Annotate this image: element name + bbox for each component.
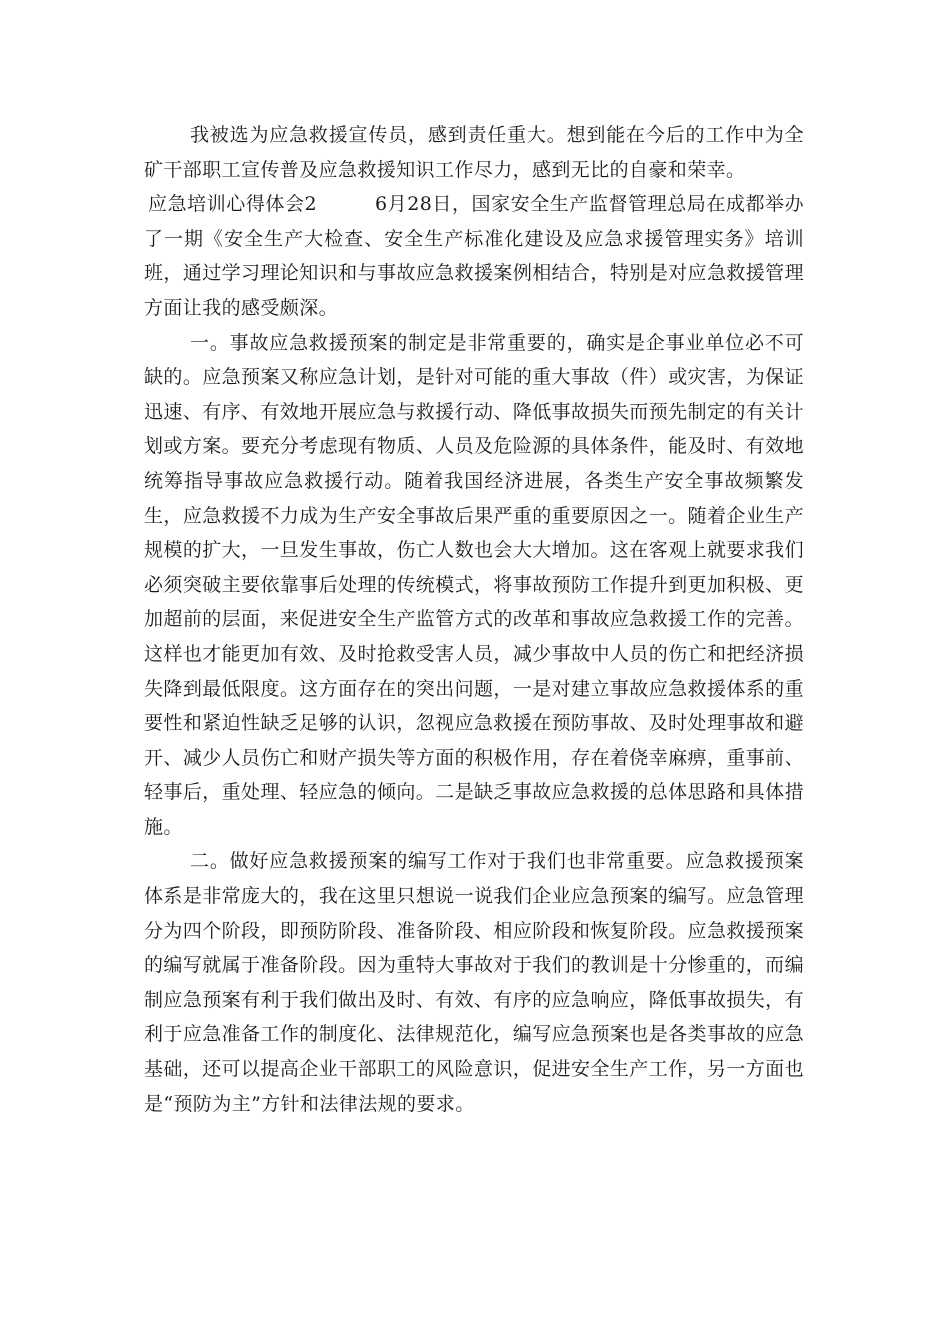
paragraph-4: 二。做好应急救援预案的编写工作对于我们也非常重要。应急救援预案体系是非常庞大的，我在这里只想说一说我们企业应急预案的编写。应急管理分为四个阶段，即预防阶段、准备阶段、相应阶段和恢复阶段。应急救援预案的编写就属于准备阶段。因为重特大事故对于我们的教训是十分惨重的，而编制应急预案有利于我们做出及时、有效、有序的应急响应，降低事故损失，有利于应急准备工作的制度化、法律规范化，编写应急预案也是各类事故的应急基础，还可以提高企业干部职工的风险意识，促进安全生产工作，另一方面也是“预防为主”方针和法律法规的要求。 [144,850,804,1115]
document-body [144,118,804,1121]
paragraph-1: 我被选为应急救援宣传员，感到责任重大。想到能在今后的工作中为全矿干部职工宣传普及应急救援知识工作尽力，感到无比的自豪和荣幸。 [144,124,804,181]
paragraph-2-body: 6月28日，国家安全生产监督管理总局在成都举办了一期《安全生产大检查、安全生产标准化建设及应急求援管理实务》培训班，通过学习理论知识和与事故应急救援案例相结合，特别是对应急救援管理方面让我的感受颇深。 [144,193,804,319]
section-heading: 应急培训心得体会2 [148,193,318,216]
paragraph-2 [144,187,804,325]
paragraph-3: 一。事故应急救援预案的制定是非常重要的，确实是企事业单位必不可缺的。应急预案又称应急计划，是针对可能的重大事故（件）或灾害，为保证迅速、有序、有效地开展应急与救援行动、降低事故损失而预先制定的有关计划或方案。要充分考虑现有物质、人员及危险源的具体条件，能及时、有效地统筹指导事故应急救援行动。随着我国经济进展，各类生产安全事故频繁发生，应急救援不力成为生产安全事故后果严重的重要原因之一。随着企业生产规模的扩大，一旦发生事故，伤亡人数也会大大增加。这在客观上就要求我们必须突破主要依靠事后处理的传统模式，将事故预防工作提升到更加积极、更加超前的层面，来促进安全生产监管方式的改革和事故应急救援工作的完善。这样也才能更加有效、及时抢救受害人员，减少事故中人员的伤亡和把经济损失降到最低限度。这方面存在的突出问题，一是对建立事故应急救援体系的重要性和紧迫性缺乏足够的认识，忽视应急救援在预防事故、及时处理事故和避开、减少人员伤亡和财产损失等方面的积极作用，存在着侥幸麻痹，重事前、轻事后，重处理、轻应急的倾向。二是缺乏事故应急救援的总体思路和具体措施。 [144,331,804,838]
